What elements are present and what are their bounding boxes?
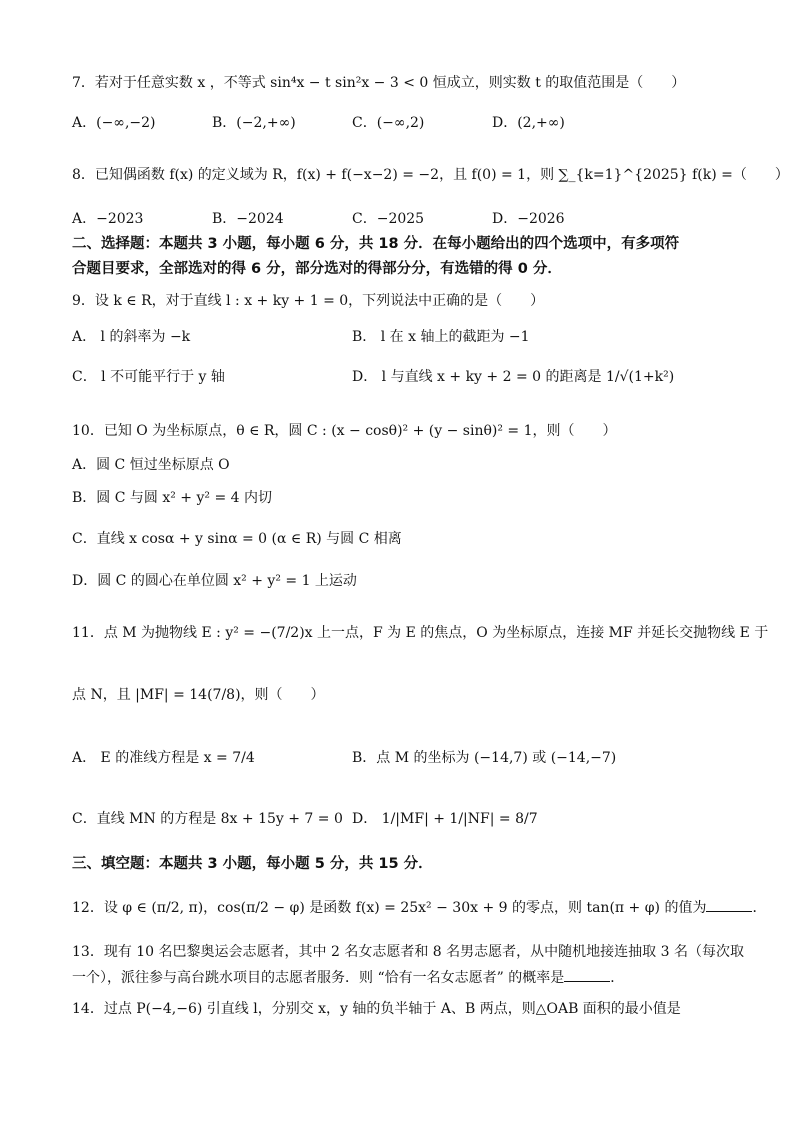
question-13-answer-blank: [564, 968, 610, 982]
question-8-option-c: C．−2025: [352, 211, 425, 227]
question-13-line-2: 一个），派往参与高台跳水项目的志愿者服务．则 “恰有一名女志愿者” 的概率是: [72, 970, 565, 986]
question-10-stem: 10．已知 O 为坐标原点，θ ∈ R，圆 C : (x − cosθ)² + (y − sinθ)² = 1，则（ ）: [72, 423, 617, 439]
question-11-option-c: C．直线 MN 的方程是 8x + 15y + 7 = 0: [72, 811, 343, 827]
question-8-stem: 8．已知偶函数 f(x) 的定义域为 R，f(x) + f(−x−2) = −2，且 f(0) = 1，则 ∑_{k=1}^{2025} f(k) =（ ）: [72, 167, 789, 183]
question-13-line-2-wrap: [72, 968, 734, 987]
question-10-option-b: B．圆 C 与圆 x² + y² = 4 内切: [72, 490, 272, 506]
question-9-stem: 9．设 k ∈ R，对于直线 l : x + ky + 1 = 0，下列说法中正确的是（ ）: [72, 293, 545, 309]
question-7-option-d: D．(2,+∞): [492, 115, 565, 131]
question-7-stem: 7．若对于任意实数 x ，不等式 sin⁴x − t sin²x − 3 < 0 恒成立，则实数 t 的取值范围是（ ）: [72, 75, 686, 91]
question-10-option-a: A．圆 C 恒过坐标原点 O: [72, 457, 230, 473]
question-8-option-b: B．−2024: [212, 211, 284, 227]
question-9-option-c: C． l 不可能平行于 y 轴: [72, 369, 225, 385]
section-3-heading: 三、填空题：本题共 3 小题，每小题 5 分，共 15 分．: [72, 856, 433, 872]
question-8-option-a: A．−2023: [72, 211, 144, 227]
question-10-option-c: C．直线 x cosα + y sinα = 0 (α ∈ R) 与圆 C 相离: [72, 531, 402, 547]
question-10-option-d: D．圆 C 的圆心在单位圆 x² + y² = 1 上运动: [72, 573, 357, 589]
question-7-option-a: A．(−∞,−2): [72, 115, 156, 131]
question-11-stem-line-1: 11．点 M 为抛物线 E : y² = −(7/2)x 上一点，F 为 E 的焦点，O 为坐标原点，连接 MF 并延长交抛物线 E 于: [72, 625, 769, 641]
question-7-option-c: C．(−∞,2): [352, 115, 425, 131]
question-9-option-b: B． l 在 x 轴上的截距为 −1: [352, 329, 530, 345]
question-8-option-d: D．−2026: [492, 211, 565, 227]
question-12-end: ．: [752, 900, 767, 916]
question-9-option-a: A． l 的斜率为 −k: [72, 329, 191, 345]
question-12-answer-blank: [706, 898, 752, 912]
question-12-line: [72, 898, 767, 917]
section-2-heading-line-1: 二、选择题：本题共 3 小题，每小题 6 分，共 18 分．在每小题给出的四个选项中，有多项符: [72, 236, 680, 252]
question-14-stem: 14．过点 P(−4,−6) 引直线 l，分别交 x，y 轴的负半轴于 A、B 两点，则△OAB 面积的最小值是: [72, 1001, 681, 1017]
question-12-stem: 12．设 φ ∈ (π/2, π)，cos(π/2 − φ) 是函数 f(x) = 25x² − 30x + 9 的零点，则 tan(π + φ) 的值为: [72, 900, 707, 916]
question-13-line-1: 13．现有 10 名巴黎奥运会志愿者，其中 2 名女志愿者和 8 名男志愿者，从中随机地接连抽取 3 名（每次取: [72, 944, 744, 960]
question-13-end: ．: [610, 970, 625, 986]
question-11-option-a: A． E 的准线方程是 x = 7/4: [72, 750, 255, 766]
question-11-option-d: D． 1/|MF| + 1/|NF| = 8/7: [352, 811, 538, 827]
question-11-stem-line-2: 点 N，且 |MF| = 14(7/8)，则（ ）: [72, 687, 325, 703]
question-11-option-b: B．点 M 的坐标为 (−14,7) 或 (−14,−7): [352, 750, 617, 766]
section-2-heading-line-2: 合题目要求，全部选对的得 6 分，部分选对的得部分分，有选错的得 0 分．: [72, 261, 562, 277]
question-9-option-d: D． l 与直线 x + ky + 2 = 0 的距离是 1/√(1+k²): [352, 369, 675, 385]
question-7-option-b: B．(−2,+∞): [212, 115, 296, 131]
